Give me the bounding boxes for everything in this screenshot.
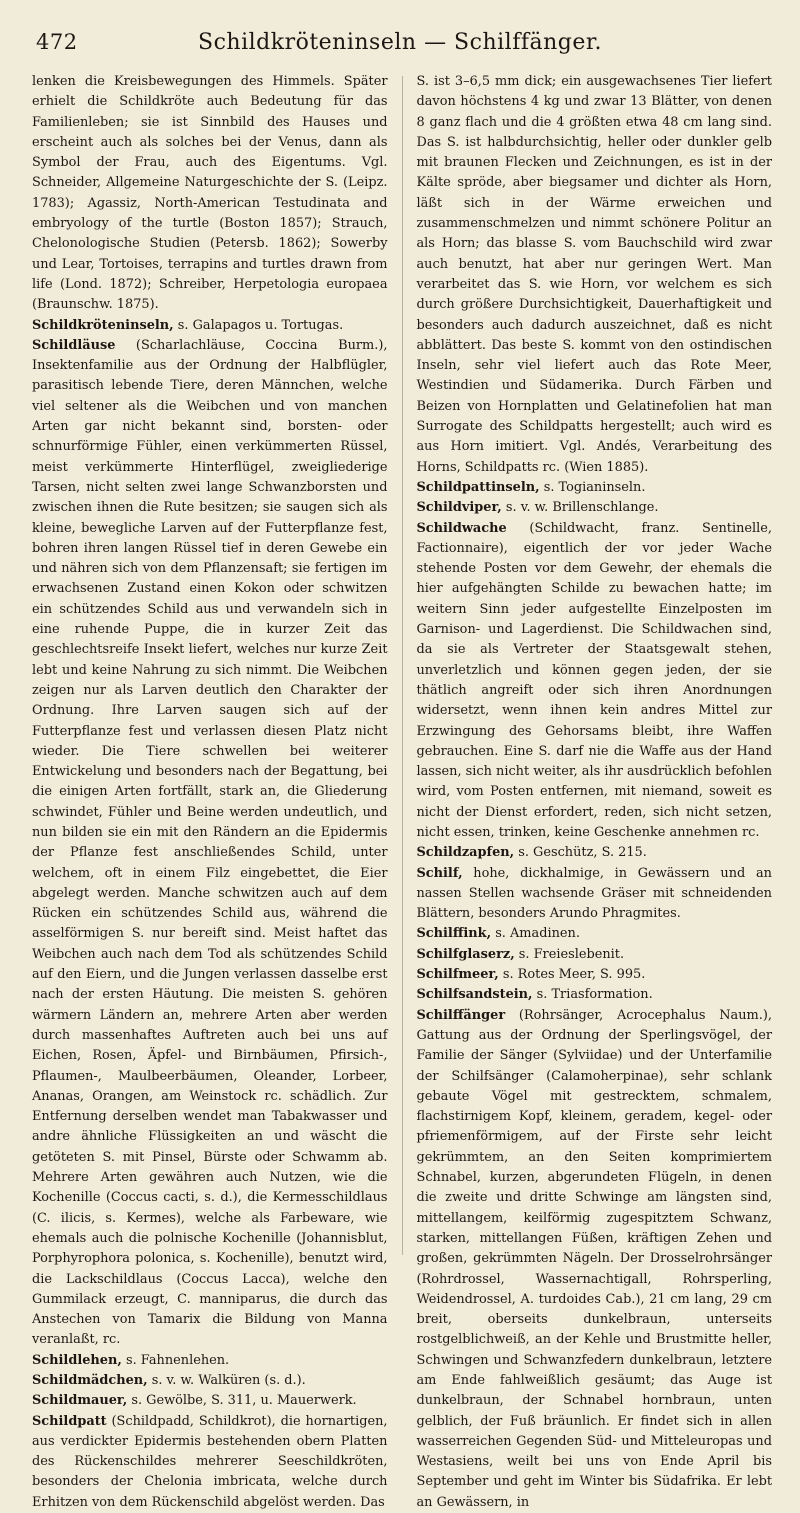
dictionary-entry xyxy=(32,316,388,336)
dictionary-entry xyxy=(32,72,388,316)
entry-text: s. Freieslebenit. xyxy=(514,946,625,962)
dictionary-entry xyxy=(417,945,773,965)
entry-headword: Schilffink, xyxy=(416,926,492,942)
entry-text: s. Togianinseln. xyxy=(539,479,646,495)
column-divider xyxy=(402,76,403,1255)
text-columns xyxy=(32,72,772,1510)
running-head: Schildkröteninseln — Schilffänger. xyxy=(198,30,602,55)
entry-headword: Schildkröteninseln, xyxy=(32,317,174,333)
dictionary-entry xyxy=(32,336,388,1351)
entry-text: (Schildwacht, franz. Sentinelle, Factionnaire), eigentlich der vor jeder Wache stehende Posten vor dem Gewehr, der ehemals die hier aufgehängten Schilde zu bewachen hatte; im weitern Sinn jeder aufgestellte Einzelposten im Garnison- und Lagerdienst. Die Schildwachen sind, da sie als Vertreter der Staatsgewalt stehen, unverletzlich und können gegen jeden, der sie thätlich angreift oder sich ihren Anordnungen widersetzt, wenn ihnen kein andres Mittel zur Erzwingung des Gehorsams bleibt, ihre Waffen gebrauchen. Eine S. darf nie die Waffe aus der Hand lassen, sich nicht weiter, als ihr ausdrücklich befohlen wird, vom Posten entfernen, mit niemand, soweit es nicht der Dienst erfordert, reden, sich nicht setzen, nicht essen, trinken, keine Geschenke annehmen rc. xyxy=(416,520,772,840)
dictionary-entry xyxy=(417,1006,773,1513)
entry-text: s. Triasformation. xyxy=(532,987,653,1003)
page-number: 472 xyxy=(36,30,78,54)
page-header xyxy=(28,30,772,66)
right-column xyxy=(416,72,773,1510)
entry-headword: Schilffänger xyxy=(416,1007,506,1023)
dictionary-entry xyxy=(417,843,773,863)
entry-text: s. Fahnenlehen. xyxy=(121,1352,230,1368)
entry-headword: Schilfmeer, xyxy=(416,967,499,983)
entry-text: (Schildpadd, Schildkrot), die hornartigen, aus verdickter Epidermis bestehenden obern Platten des Rückenschildes mehrerer Seeschildkröten, besonders der Chelonia imbricata, welche durch Erhitzen von dem Rückenschild abgelöst werden. Das xyxy=(32,1413,388,1510)
entry-headword: Schildmauer, xyxy=(32,1393,128,1409)
entry-text: s. Geschütz, S. 215. xyxy=(514,845,647,861)
dictionary-entry xyxy=(32,1351,388,1371)
entry-headword: Schilfsandstein, xyxy=(416,987,533,1003)
dictionary-entry xyxy=(417,519,773,844)
entry-headword: Schildpatt xyxy=(32,1413,107,1429)
entry-headword: Schildpattinseln, xyxy=(416,479,540,495)
dictionary-entry xyxy=(417,965,773,985)
dictionary-entry xyxy=(417,498,773,518)
dictionary-entry xyxy=(417,478,773,498)
entry-text: s. Amadinen. xyxy=(491,926,580,942)
entry-headword: Schildviper, xyxy=(416,500,502,516)
entry-text: lenken die Kreisbewegungen des Himmels. Später erhielt die Schildkröte auch Bedeutung für das Familienleben; sie ist Sinnbild des Hauses und erscheint auch als solches bei der Venus, dann als Symbol der Frau, auch des Eigentums. Vgl. Schneider, Allgemeine Naturgeschichte der S. (Leipz. 1783); Agassiz, North-American Testudinata and embryology of the turtle (Boston 1857); Strauch, Chelonologische Studien (Petersb. 1862); Sowerby und Lear, Tortoises, terrapins and turtles drawn from life (Lond. 1872); Schreiber, Herpetologia europaea (Braunschw. 1875). xyxy=(32,74,388,313)
entry-headword: Schilfglaserz, xyxy=(416,946,515,962)
dictionary-entry xyxy=(417,985,773,1005)
dictionary-entry xyxy=(32,1391,388,1411)
dictionary-entry xyxy=(417,924,773,944)
entry-headword: Schildläuse xyxy=(32,337,116,353)
entry-headword: Schilf, xyxy=(416,865,463,881)
entry-headword: Schildlehen, xyxy=(32,1352,122,1368)
entry-headword: Schildmädchen, xyxy=(32,1373,148,1388)
entry-text: (Rohrsänger, Acrocephalus Naum.), Gattung aus der Ordnung der Sperlingsvögel, der Familie der Sänger (Sylviidae) und der Unterfamilie der Schilfsänger (Calamoherpinae), sehr schlank gebaute Vögel mit gestrecktem, schmalem, flachstirnigem Kopf, kleinem, geradem, kegel- oder pfriemenförmigem, auf der Firste sehr leicht gekrümmtem, an den Seiten komprimiertem Schnabel, kurzen, abgerundeten Flügeln, in denen die zweite und dritte Schwinge am längsten sind, mittellangem, keilförmig zugespitztem Schwanz, starken, mittellangen Füßen, kräftigen Zehen und großen, gekrümmten Nägeln. Der Drosselrohrsänger (Rohrdrossel, Wassernachtigall, Rohrsperling, Weidendrossel, A. turdoides Cab.), 21 cm lang, 29 cm breit, oberseits dunkelbraun, unterseits rostgelblichweiß, an der Kehle und Brustmitte heller, Schwingen und Schwanzfedern dunkelbraun, letztere am Ende fahlweißlich gesäumt; das Auge ist dunkelbraun, der Schnabel hornbraun, unten gelblich, der Fuß bräunlich. Er findet sich in allen wasserreichen Gegenden Süd- und Mitteleuropas und Westasiens, weilt bei uns von Ende April bis September und geht im Winter bis Südafrika. Er lebt an Gewässern, in xyxy=(416,1007,772,1510)
entry-text: hohe, dickhalmige, in Gewässern und an nassen Stellen wachsende Gräser mit schneidenden Blättern, besonders Arundo Phragmites. xyxy=(416,865,772,922)
entry-text: s. v. w. Brillenschlange. xyxy=(501,500,659,516)
dictionary-entry xyxy=(32,1412,388,1513)
entry-headword: Schildwache xyxy=(416,520,507,536)
dictionary-entry xyxy=(32,1371,388,1391)
entry-text: s. v. w. Walküren (s. d.). xyxy=(147,1373,306,1388)
entry-headword: Schildzapfen, xyxy=(416,845,515,861)
entry-text: s. Rotes Meer, S. 995. xyxy=(498,967,646,983)
entry-text: S. ist 3–6,5 mm dick; ein ausgewachsenes Tier liefert davon höchstens 4 kg und zwar 13 Blätter, von denen 8 ganz flach und die 4 größten etwa 48 cm lang sind. Das S. ist halbdurchsichtig, heller oder dunkler gelb mit braunen Flecken und Zeichnungen, es ist in der Kälte spröde, aber biegsamer und dichter als Horn, läßt sich in der Wärme erweichen und zusammenschmelzen und nimmt schönere Politur an als Horn; das blasse S. vom Bauchschild wird zwar auch benutzt, hat aber nur geringen Wert. Man verarbeitet das S. wie Horn, vor welchem es sich durch größere Durchsichtigkeit, Dauerhaftigkeit und besonders auch dadurch auszeichnet, daß es nicht abblättert. Das beste S. kommt von den ostindischen Inseln, sehr viel liefert auch das Rote Meer, Westindien und Südamerika. Durch Färben und Beizen von Hornplatten und Gelatinefolien hat man Surrogate des Schildpatts hergestellt; auch wird es aus Horn imitiert. Vgl. Andés, Verarbeitung des Horns, Schildpatts rc. (Wien 1885). xyxy=(416,74,772,475)
entry-text: s. Gewölbe, S. 311, u. Mauerwerk. xyxy=(127,1393,357,1409)
dictionary-entry xyxy=(417,72,773,478)
entry-text: s. Galapagos u. Tortugas. xyxy=(173,317,344,333)
entry-text: (Scharlachläuse, Coccina Burm.), Insektenfamilie aus der Ordnung der Halbflügler, parasitisch lebende Tiere, deren Männchen, welche viel seltener als die Weibchen und von manchen Arten gar nicht bekannt sind, borsten- oder schnurförmige Fühler, einen verkümmerten Rüssel, meist verkümmerte Hinterflügel, zweigliederige Tarsen, nicht selten zwei lange Schwanzborsten und zwischen ihnen die Rute besitzen; sie saugen sich als kleine, bewegliche Larven auf der Futterpflanze fest, bohren ihren langen Rüssel tief in deren Gewebe ein und nähren sich von dem Pflanzensaft; sie fertigen im erwachsenen Zustand einen Kokon oder schwitzen ein schützendes Schild aus und verwandeln sich in eine ruhende Puppe, die in kurzer Zeit das geschlechtsreife Insekt liefert, welches nur kurze Zeit lebt und keine Nahrung zu sich nimmt. Die Weibchen zeigen nur als Larven deutlich den Charakter der Ordnung. Ihre Larven saugen sich auf der Futterpflanze fest und verlassen diesen Platz nicht wieder. Die Tiere schwellen bei weiterer Entwickelung und besonders nach der Begattung, bei die einigen Arten fortfällt, stark an, die Gliederung schwindet, Fühler und Beine werden undeutlich, und nun bilden sie ein mit den Rändern an die Epidermis der Pflanze fest anschließendes Schild, unter welchem, oft in einem Filz eingebettet, die Eier abgelegt werden. Manche schwitzen auch auf dem Rücken ein schützendes Schild aus, während die asselförmigen S. nur bereift sind. Meist haftet das Weibchen auch nach dem Tod als schützendes Schild auf den Eiern, und die Jungen verlassen dasselbe erst nach der ersten Häutung. Die meisten S. gehören wärmern Ländern an, mehrere Arten aber werden durch massenhaftes Auftreten auch bei uns auf Eichen, Rosen, Äpfel- und Birnbäumen, Pfirsich-, Pflaumen-, Maulbeerbäumen, Oleander, Lorbeer, Ananas, Orangen, am Weinstock rc. schädlich. Zur Entfernung derselben wendet man Tabakwasser und andre ähnliche Flüssigkeiten an und wäscht die getöteten S. mit Pinsel, Bürste oder Schwamm ab. Mehrere Arten gewähren auch Nutzen, wie die Kochenille (Coccus cacti, s. d.), die Kermesschildlaus (C. ilicis, s. Kermes), welche als Farbeware, wie ehemals auch die polnische Kochenille (Johannisblut, Porphyrophora polonica, s. Kochenille), benutzt wird, die Lackschildlaus (Coccus Lacca), welche den Gummilack erzeugt, C. manniparus, die durch das Anstechen von Tamarix die Bildung von Manna veranlaßt, rc. xyxy=(32,337,388,1348)
dictionary-entry xyxy=(417,864,773,925)
left-column xyxy=(32,72,388,1510)
